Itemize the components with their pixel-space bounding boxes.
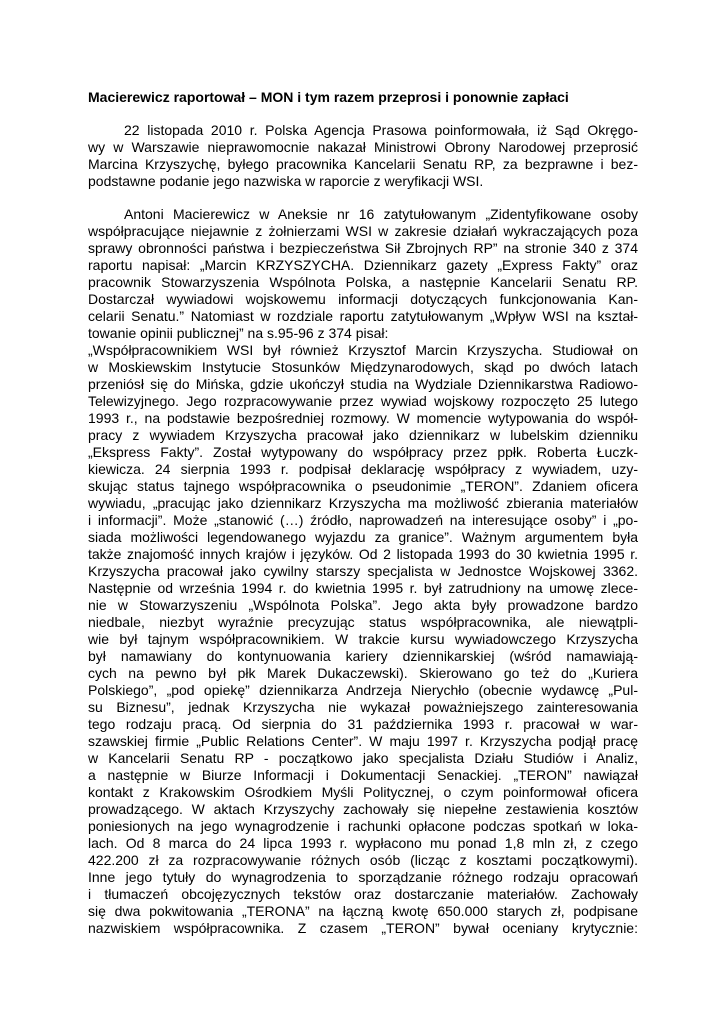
text-line: prowadzącego. W aktach Krzyszychy zachowały się niepełne zestawienia kosztów: [88, 801, 638, 817]
text-line: wywiadu, „pracując jako dziennikarz Krzyszycha ma możliwość zbierania materiałów: [88, 495, 638, 511]
text-line: 422.200 zł za rozpracowywanie różnych osób (licząc z kosztami początkowymi).: [88, 852, 638, 868]
text-line: nazwiskiem współpracownika. Z czasem „TERON” bywał oceniany krytycznie:: [88, 920, 638, 936]
text-line: Krzyszycha pracował jako cywilny starszy specjalista w Jednostce Wojskowej 3362.: [88, 563, 638, 579]
paragraph-1: [88, 122, 638, 190]
text-line: pracy z wywiadem Krzyszycha pracował jako dziennikarz w lubelskim dzienniku: [88, 427, 638, 443]
text-line: towanie opinii publicznej” na s.95-96 z 374 pisał:: [88, 325, 389, 341]
text-line: celarii Senatu.” Natomiast w rozdziale raportu zatytułowanym „Wpływ WSI na kształ-: [88, 308, 638, 324]
text-line: 1993 r., na podstawie bezpośredniej rozmowy. W momencie wytypowania do współ-: [88, 410, 638, 426]
text-line: Antoni Macierewicz w Aneksie nr 16 zatytułowanym „Zidentyfikowane osoby: [124, 206, 638, 222]
paragraph-2: [88, 206, 638, 937]
text-line: tego rodzaju pracą. Od sierpnia do 31 października 1993 r. pracował w war-: [88, 716, 638, 732]
text-line: kontakt z Krakowskim Ośrodkiem Myśli Politycznej, o czym poinformował oficera: [88, 784, 638, 800]
text-line: i informacji”. Może „stanowić (…) źródło, naprowadzeń na interesujące osoby” i „po-: [88, 512, 638, 528]
text-line: nie w Stowarzyszeniu „Wspólnota Polska”. Jego akta były prowadzone bardzo: [88, 597, 638, 613]
text-line: podstawne podanie jego nazwiska w raporcie z weryfikacji WSI.: [88, 173, 484, 189]
text-line: niedbale, niezbyt wyraźnie precyzując status współpracownika, ale niewątpli-: [88, 614, 638, 630]
text-line: skując status tajnego współpracownika o pseudonimie „TERON”. Zdaniem oficera: [88, 478, 638, 494]
text-line: 22 listopada 2010 r. Polska Agencja Prasowa poinformowała, iż Sąd Okręgo-: [124, 122, 638, 138]
text-line: Dostarczał wywiadowi wojskowemu informacji dotyczących funkcjonowania Kan-: [88, 291, 638, 307]
text-line: Telewizyjnego. Jego rozpracowywanie przez wywiad wojskowy rozpoczęto 25 lutego: [88, 393, 638, 409]
text-line: „Współpracownikiem WSI był również Krzysztof Marcin Krzyszycha. Studiował on: [88, 342, 638, 358]
text-line: pracownik Stowarzyszenia Wspólnota Polska, a następnie Kancelarii Senatu RP.: [88, 274, 638, 290]
text-line: raportu napisał: „Marcin KRZYSZYCHA. Dziennikarz gazety „Express Fakty” oraz: [88, 257, 638, 273]
text-line: i tłumaczeń obcojęzycznych tekstów oraz dostarczanie materiałów. Zachowały: [88, 886, 638, 902]
document-page: [88, 89, 638, 937]
text-line: su Biznesu”, jednak Krzyszycha nie wykazał poważniejszego zainteresowania: [88, 699, 638, 715]
text-line: Inne jego tytuły do wynagrodzenia to sporządzanie różnego rodzaju opracowań: [88, 869, 638, 885]
text-line: poniesionych na jego wynagrodzenie i rachunki opłacone podczas spotkań w loka-: [88, 818, 638, 834]
text-line: także znajomość innych krajów i języków. Od 2 listopada 1993 do 30 kwietnia 1995 r.: [88, 546, 638, 562]
text-line: Marcina Krzyszychę, byłego pracownika Kancelarii Senatu RP, za bezprawne i bez-: [88, 156, 638, 172]
text-line: był namawiany do kontynuowania kariery dziennikarskiej (wśród namawiają-: [88, 648, 638, 664]
text-line: przeniósł się do Mińska, gdzie ukończył studia na Wydziale Dziennikarstwa Radiowo-: [88, 376, 638, 392]
text-line: wy w Warszawie nieprawomocnie nakazał Ministrowi Obrony Narodowej przeprosić: [88, 139, 638, 155]
text-line: kiewicza. 24 sierpnia 1993 r. podpisał deklarację współpracy z wywiadem, uzy-: [88, 461, 638, 477]
text-line: a następnie w Biurze Informacji i Dokumentacji Senackiej. „TERON” nawiązał: [88, 767, 638, 783]
text-line: współpracujące niejawnie z żołnierzami WSI w zakresie działań wykraczających poza: [88, 223, 638, 239]
text-line: Następnie od września 1994 r. do kwietnia 1995 r. był zatrudniony na umowę zlece-: [88, 580, 638, 596]
text-line: w Moskiewskim Instytucie Stosunków Międzynarodowych, skąd po dwóch latach: [88, 359, 638, 375]
text-line: siada możliwości legendowanego wyjazdu za granice”. Ważnym argumentem była: [88, 529, 638, 545]
text-line: szawskiej firmie „Public Relations Center”. W maju 1997 r. Krzyszycha podjął pracę: [88, 733, 638, 749]
text-line: „Ekspress Fakty”. Został wytypowany do współpracy przez ppłk. Roberta Łuczk-: [88, 444, 638, 460]
text-line: Polskiego”, „pod opiekę” dziennikarza Andrzeja Nierychło (obecnie wydawcę „Pul-: [88, 682, 638, 698]
text-line: wie był tajnym współpracownikiem. W trakcie kursu wywiadowczego Krzyszycha: [88, 631, 638, 647]
text-line: lach. Od 8 marca do 24 lipca 1993 r. wypłacono mu ponad 1,8 mln zł, z czego: [88, 835, 638, 851]
text-line: w Kancelarii Senatu RP - początkowo jako specjalista Działu Studiów i Analiz,: [88, 750, 638, 766]
text-line: cych na pewno był płk Marek Dukaczewski). Skierowano go też do „Kuriera: [88, 665, 638, 681]
article-title: Macierewicz raportował – MON i tym razem przeprosi i ponownie zapłaci: [88, 89, 569, 105]
text-line: sprawy obronności państwa i bezpieczeństwa Sił Zbrojnych RP” na stronie 340 z 374: [88, 240, 638, 256]
text-line: się dwa pokwitowania „TERONA” na łączną kwotę 650.000 starych zł, podpisane: [88, 903, 638, 919]
